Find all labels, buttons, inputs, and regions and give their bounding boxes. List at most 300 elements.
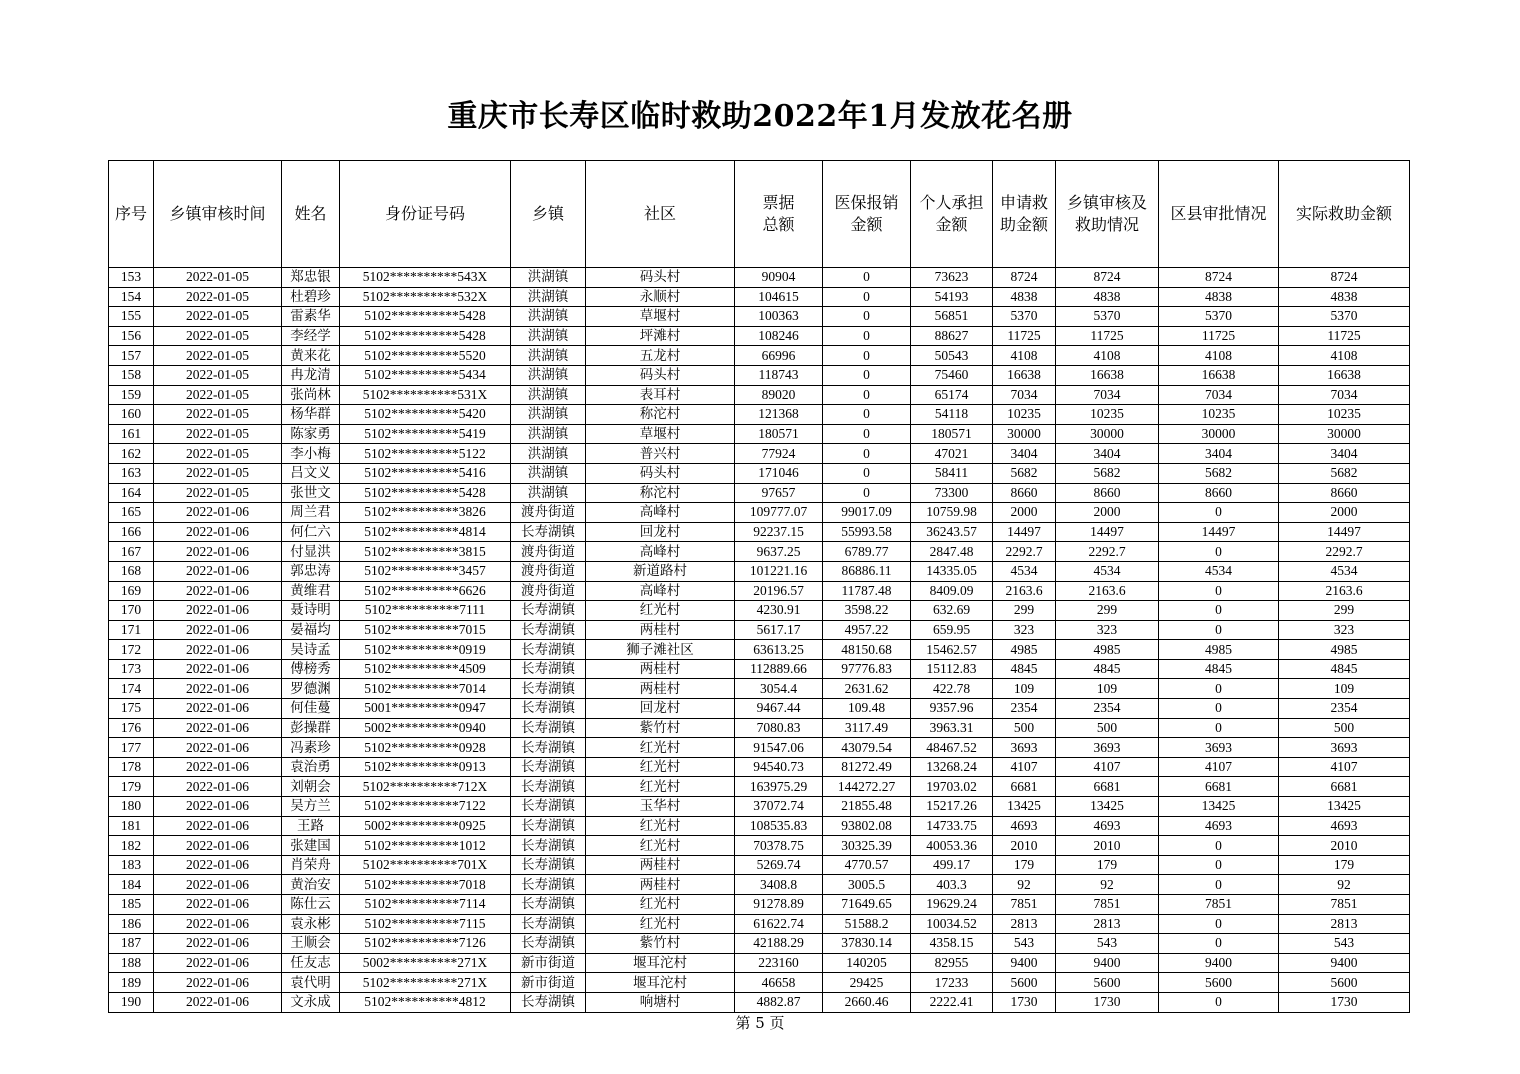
table-cell: 0 xyxy=(1159,914,1279,934)
table-cell: 20196.57 xyxy=(735,581,823,601)
table-cell: 19703.02 xyxy=(911,777,993,797)
table-cell: 4957.22 xyxy=(823,620,911,640)
table-cell: 9400 xyxy=(993,953,1056,973)
table-cell: 高峰村 xyxy=(586,503,735,523)
table-cell: 42188.29 xyxy=(735,934,823,954)
table-cell: 长寿湖镇 xyxy=(511,875,586,895)
table-cell: 5102**********5420 xyxy=(340,405,511,425)
table-cell: 周兰君 xyxy=(282,503,340,523)
table-cell: 陈家勇 xyxy=(282,424,340,444)
table-cell: 0 xyxy=(823,424,911,444)
table-cell: 2022-01-05 xyxy=(154,385,282,405)
table-cell: 1730 xyxy=(1279,992,1410,1012)
table-cell: 新市街道 xyxy=(511,953,586,973)
table-cell: 71649.65 xyxy=(823,895,911,915)
table-cell: 2022-01-06 xyxy=(154,816,282,836)
table-cell: 长寿湖镇 xyxy=(511,601,586,621)
table-cell: 5102**********5428 xyxy=(340,326,511,346)
table-cell: 洪湖镇 xyxy=(511,463,586,483)
table-cell: 2022-01-06 xyxy=(154,953,282,973)
table-cell: 5001**********0947 xyxy=(340,699,511,719)
table-cell: 140205 xyxy=(823,953,911,973)
column-header: 姓名 xyxy=(282,161,340,268)
table-cell: 10759.98 xyxy=(911,503,993,523)
table-cell: 8660 xyxy=(993,483,1056,503)
table-cell: 5102**********0919 xyxy=(340,640,511,660)
table-cell: 2163.6 xyxy=(993,581,1056,601)
column-header: 乡镇审核及 救助情况 xyxy=(1056,161,1159,268)
table-cell: 2022-01-05 xyxy=(154,346,282,366)
table-cell: 13425 xyxy=(1159,797,1279,817)
table-row xyxy=(109,855,1410,875)
table-cell: 红光村 xyxy=(586,757,735,777)
table-cell: 黄维君 xyxy=(282,581,340,601)
table-cell: 5102**********4509 xyxy=(340,659,511,679)
table-cell: 14497 xyxy=(1056,522,1159,542)
table-cell: 长寿湖镇 xyxy=(511,836,586,856)
table-cell: 李经学 xyxy=(282,326,340,346)
table-cell: 93802.08 xyxy=(823,816,911,836)
table-cell: 11787.48 xyxy=(823,581,911,601)
table-cell: 174 xyxy=(109,679,154,699)
table-cell: 新道路村 xyxy=(586,561,735,581)
table-cell: 冉龙清 xyxy=(282,365,340,385)
table-cell: 0 xyxy=(823,483,911,503)
table-cell: 180 xyxy=(109,797,154,817)
table-cell: 4107 xyxy=(1279,757,1410,777)
table-cell: 3404 xyxy=(1056,444,1159,464)
table-cell: 5682 xyxy=(1159,463,1279,483)
table-cell: 5370 xyxy=(1159,307,1279,327)
table-cell: 14497 xyxy=(1279,522,1410,542)
table-cell: 36243.57 xyxy=(911,522,993,542)
table-cell: 91278.89 xyxy=(735,895,823,915)
table-cell: 179 xyxy=(1056,855,1159,875)
table-cell: 73300 xyxy=(911,483,993,503)
table-cell: 罗德渊 xyxy=(282,679,340,699)
table-cell: 403.3 xyxy=(911,875,993,895)
table-row xyxy=(109,424,1410,444)
table-cell: 何仁六 xyxy=(282,522,340,542)
table-cell: 0 xyxy=(823,307,911,327)
table-cell: 5102**********271X xyxy=(340,973,511,993)
table-cell: 长寿湖镇 xyxy=(511,855,586,875)
table-cell: 长寿湖镇 xyxy=(511,620,586,640)
table-cell: 码头村 xyxy=(586,268,735,288)
table-cell: 543 xyxy=(993,934,1056,954)
table-cell: 4693 xyxy=(1279,816,1410,836)
table-cell: 傅榜秀 xyxy=(282,659,340,679)
table-cell: 晏福均 xyxy=(282,620,340,640)
table-row xyxy=(109,365,1410,385)
table-cell: 4358.15 xyxy=(911,934,993,954)
table-cell: 2022-01-05 xyxy=(154,405,282,425)
table-cell: 4108 xyxy=(993,346,1056,366)
table-cell: 长寿湖镇 xyxy=(511,659,586,679)
table-cell: 43079.54 xyxy=(823,738,911,758)
column-header: 医保报销 金额 xyxy=(823,161,911,268)
table-cell: 玉华村 xyxy=(586,797,735,817)
table-cell: 洪湖镇 xyxy=(511,346,586,366)
table-cell: 0 xyxy=(1159,620,1279,640)
table-cell: 3005.5 xyxy=(823,875,911,895)
table-cell: 172 xyxy=(109,640,154,660)
table-cell: 3117.49 xyxy=(823,718,911,738)
table-cell: 4845 xyxy=(1056,659,1159,679)
table-cell: 坪滩村 xyxy=(586,326,735,346)
table-cell: 632.69 xyxy=(911,601,993,621)
table-cell: 洪湖镇 xyxy=(511,365,586,385)
table-cell: 66996 xyxy=(735,346,823,366)
table-cell: 54193 xyxy=(911,287,993,307)
table-cell: 154 xyxy=(109,287,154,307)
table-cell: 7034 xyxy=(1279,385,1410,405)
table-cell: 王路 xyxy=(282,816,340,836)
table-cell: 5102**********0913 xyxy=(340,757,511,777)
table-cell: 162 xyxy=(109,444,154,464)
table-cell: 长寿湖镇 xyxy=(511,914,586,934)
table-cell: 袁永彬 xyxy=(282,914,340,934)
table-cell: 7034 xyxy=(1056,385,1159,405)
table-cell: 渡舟街道 xyxy=(511,581,586,601)
table-cell: 2022-01-05 xyxy=(154,483,282,503)
table-cell: 37830.14 xyxy=(823,934,911,954)
table-cell: 5102**********7111 xyxy=(340,601,511,621)
column-header: 序号 xyxy=(109,161,154,268)
table-cell: 109777.07 xyxy=(735,503,823,523)
table-cell: 10235 xyxy=(1056,405,1159,425)
table-cell: 109 xyxy=(1056,679,1159,699)
table-cell: 5102**********7126 xyxy=(340,934,511,954)
table-cell: 422.78 xyxy=(911,679,993,699)
table-cell: 14497 xyxy=(1159,522,1279,542)
table-cell: 4108 xyxy=(1279,346,1410,366)
column-header: 乡镇审核时间 xyxy=(154,161,282,268)
table-cell: 两桂村 xyxy=(586,679,735,699)
table-cell: 2000 xyxy=(1279,503,1410,523)
table-cell: 164 xyxy=(109,483,154,503)
table-cell: 8660 xyxy=(1279,483,1410,503)
table-cell: 5617.17 xyxy=(735,620,823,640)
table-cell: 0 xyxy=(823,405,911,425)
table-cell: 长寿湖镇 xyxy=(511,522,586,542)
table-cell: 181 xyxy=(109,816,154,836)
table-cell: 82955 xyxy=(911,953,993,973)
table-cell: 长寿湖镇 xyxy=(511,797,586,817)
table-cell: 499.17 xyxy=(911,855,993,875)
table-cell: 56851 xyxy=(911,307,993,327)
table-cell: 5102**********7115 xyxy=(340,914,511,934)
table-cell: 紫竹村 xyxy=(586,934,735,954)
table-cell: 188 xyxy=(109,953,154,973)
table-cell: 2022-01-06 xyxy=(154,934,282,954)
table-cell: 王顺会 xyxy=(282,934,340,954)
table-row xyxy=(109,797,1410,817)
table-cell: 2022-01-05 xyxy=(154,326,282,346)
table-cell: 104615 xyxy=(735,287,823,307)
table-cell: 红光村 xyxy=(586,738,735,758)
table-row xyxy=(109,503,1410,523)
table-row xyxy=(109,973,1410,993)
table-row xyxy=(109,738,1410,758)
table-cell: 10235 xyxy=(1159,405,1279,425)
table-cell: 92 xyxy=(993,875,1056,895)
table-cell: 黄来花 xyxy=(282,346,340,366)
table-cell: 659.95 xyxy=(911,620,993,640)
table-cell: 156 xyxy=(109,326,154,346)
table-cell: 0 xyxy=(823,346,911,366)
table-cell: 11725 xyxy=(1159,326,1279,346)
column-header: 社区 xyxy=(586,161,735,268)
table-cell: 洪湖镇 xyxy=(511,385,586,405)
table-cell: 171 xyxy=(109,620,154,640)
table-cell: 30000 xyxy=(993,424,1056,444)
table-row xyxy=(109,718,1410,738)
table-cell: 2022-01-06 xyxy=(154,992,282,1012)
table-cell: 170 xyxy=(109,601,154,621)
table-cell: 108246 xyxy=(735,326,823,346)
table-cell: 0 xyxy=(1159,601,1279,621)
table-cell: 红光村 xyxy=(586,914,735,934)
table-cell: 新市街道 xyxy=(511,973,586,993)
table-cell: 158 xyxy=(109,365,154,385)
table-cell: 两桂村 xyxy=(586,620,735,640)
table-cell: 黄治安 xyxy=(282,875,340,895)
table-cell: 176 xyxy=(109,718,154,738)
table-cell: 2000 xyxy=(1056,503,1159,523)
table-cell: 500 xyxy=(1056,718,1159,738)
table-row xyxy=(109,953,1410,973)
table-cell: 4107 xyxy=(1159,757,1279,777)
table-cell: 543 xyxy=(1279,934,1410,954)
table-cell: 0 xyxy=(1159,934,1279,954)
table-cell: 187 xyxy=(109,934,154,954)
table-cell: 54118 xyxy=(911,405,993,425)
table-cell: 185 xyxy=(109,895,154,915)
table-cell: 7851 xyxy=(1159,895,1279,915)
table-cell: 8724 xyxy=(993,268,1056,288)
table-cell: 码头村 xyxy=(586,463,735,483)
table-cell: 4534 xyxy=(1279,561,1410,581)
table-cell: 223160 xyxy=(735,953,823,973)
table-cell: 159 xyxy=(109,385,154,405)
table-cell: 称沱村 xyxy=(586,405,735,425)
table-cell: 184 xyxy=(109,875,154,895)
table-cell: 洪湖镇 xyxy=(511,326,586,346)
table-cell: 洪湖镇 xyxy=(511,287,586,307)
table-cell: 3693 xyxy=(1159,738,1279,758)
table-cell: 30000 xyxy=(1279,424,1410,444)
table-cell: 15462.57 xyxy=(911,640,993,660)
table-row xyxy=(109,914,1410,934)
table-cell: 2354 xyxy=(1056,699,1159,719)
table-cell: 冯素珍 xyxy=(282,738,340,758)
table-cell: 4534 xyxy=(1056,561,1159,581)
table-cell: 2022-01-06 xyxy=(154,895,282,915)
table-cell: 2010 xyxy=(993,836,1056,856)
table-cell: 堰耳沱村 xyxy=(586,953,735,973)
document-title: 重庆市长寿区临时救助2022年1月发放花名册 xyxy=(447,99,1073,134)
table-cell: 8724 xyxy=(1056,268,1159,288)
table-cell: 响塘村 xyxy=(586,992,735,1012)
table-cell: 长寿湖镇 xyxy=(511,757,586,777)
table-cell: 4985 xyxy=(1279,640,1410,660)
table-cell: 89020 xyxy=(735,385,823,405)
table-cell: 15112.83 xyxy=(911,659,993,679)
table-cell: 1730 xyxy=(993,992,1056,1012)
table-cell: 0 xyxy=(823,444,911,464)
table-cell: 渡舟街道 xyxy=(511,561,586,581)
table-row xyxy=(109,875,1410,895)
table-row xyxy=(109,934,1410,954)
table-cell: 彭操群 xyxy=(282,718,340,738)
table-cell: 0 xyxy=(1159,875,1279,895)
table-cell: 169 xyxy=(109,581,154,601)
table-cell: 5600 xyxy=(1159,973,1279,993)
table-cell: 7034 xyxy=(993,385,1056,405)
table-row xyxy=(109,699,1410,719)
table-cell: 7034 xyxy=(1159,385,1279,405)
table-cell: 长寿湖镇 xyxy=(511,679,586,699)
table-cell: 堰耳沱村 xyxy=(586,973,735,993)
table-cell: 普兴村 xyxy=(586,444,735,464)
column-header: 身份证号码 xyxy=(340,161,511,268)
table-cell: 洪湖镇 xyxy=(511,444,586,464)
table-cell: 2022-01-06 xyxy=(154,914,282,934)
table-cell: 6681 xyxy=(1159,777,1279,797)
table-cell: 11725 xyxy=(1056,326,1159,346)
table-cell: 171046 xyxy=(735,463,823,483)
table-cell: 109 xyxy=(993,679,1056,699)
table-cell: 155 xyxy=(109,307,154,327)
table-cell: 3404 xyxy=(1279,444,1410,464)
table-cell: 4845 xyxy=(1279,659,1410,679)
table-cell: 2022-01-06 xyxy=(154,620,282,640)
table-row xyxy=(109,816,1410,836)
table-cell: 37072.74 xyxy=(735,797,823,817)
table-cell: 何佳蔓 xyxy=(282,699,340,719)
table-cell: 渡舟街道 xyxy=(511,542,586,562)
table-cell: 6681 xyxy=(1056,777,1159,797)
table-cell: 2022-01-06 xyxy=(154,581,282,601)
table-cell: 文永成 xyxy=(282,992,340,1012)
table-cell: 2631.62 xyxy=(823,679,911,699)
table-cell: 2022-01-06 xyxy=(154,659,282,679)
table-cell: 5102**********3815 xyxy=(340,542,511,562)
table-cell: 9637.25 xyxy=(735,542,823,562)
table-cell: 5102**********1012 xyxy=(340,836,511,856)
table-cell: 刘朝会 xyxy=(282,777,340,797)
table-cell: 13268.24 xyxy=(911,757,993,777)
table-cell: 0 xyxy=(1159,855,1279,875)
table-cell: 0 xyxy=(823,365,911,385)
table-cell: 112889.66 xyxy=(735,659,823,679)
table-cell: 500 xyxy=(1279,718,1410,738)
table-cell: 4838 xyxy=(993,287,1056,307)
table-row xyxy=(109,522,1410,542)
table-cell: 2022-01-06 xyxy=(154,738,282,758)
table-cell: 红光村 xyxy=(586,816,735,836)
table-cell: 5102**********7014 xyxy=(340,679,511,699)
table-cell: 5102**********7015 xyxy=(340,620,511,640)
table-cell: 92 xyxy=(1056,875,1159,895)
table-cell: 洪湖镇 xyxy=(511,405,586,425)
table-cell: 73623 xyxy=(911,268,993,288)
table-cell: 2022-01-06 xyxy=(154,679,282,699)
table-cell: 5102**********5428 xyxy=(340,307,511,327)
table-row xyxy=(109,483,1410,503)
table-cell: 5102**********5520 xyxy=(340,346,511,366)
table-cell: 182 xyxy=(109,836,154,856)
table-cell: 2022-01-05 xyxy=(154,365,282,385)
table-cell: 144272.27 xyxy=(823,777,911,797)
table-cell: 2022-01-06 xyxy=(154,836,282,856)
table-cell: 40053.36 xyxy=(911,836,993,856)
table-cell: 21855.48 xyxy=(823,797,911,817)
table-cell: 163975.29 xyxy=(735,777,823,797)
table-cell: 0 xyxy=(1159,699,1279,719)
column-header: 乡镇 xyxy=(511,161,586,268)
table-cell: 长寿湖镇 xyxy=(511,699,586,719)
table-cell: 75460 xyxy=(911,365,993,385)
table-row xyxy=(109,679,1410,699)
table-cell: 2022-01-06 xyxy=(154,640,282,660)
table-cell: 5102**********6626 xyxy=(340,581,511,601)
table-row xyxy=(109,757,1410,777)
table-cell: 3404 xyxy=(1159,444,1279,464)
table-cell: 14733.75 xyxy=(911,816,993,836)
table-cell: 153 xyxy=(109,268,154,288)
table-cell: 30000 xyxy=(1159,424,1279,444)
table-cell: 299 xyxy=(1056,601,1159,621)
table-cell: 5370 xyxy=(1056,307,1159,327)
table-cell: 10034.52 xyxy=(911,914,993,934)
column-header: 区县审批情况 xyxy=(1159,161,1279,268)
table-cell: 179 xyxy=(109,777,154,797)
table-cell: 19629.24 xyxy=(911,895,993,915)
table-row xyxy=(109,463,1410,483)
table-cell: 2022-01-06 xyxy=(154,875,282,895)
table-cell: 5600 xyxy=(1056,973,1159,993)
table-cell: 5102**********5434 xyxy=(340,365,511,385)
table-cell: 6789.77 xyxy=(823,542,911,562)
table-cell: 50543 xyxy=(911,346,993,366)
table-cell: 167 xyxy=(109,542,154,562)
table-cell: 161 xyxy=(109,424,154,444)
table-cell: 2292.7 xyxy=(1279,542,1410,562)
table-cell: 4230.91 xyxy=(735,601,823,621)
table-cell: 16638 xyxy=(1159,365,1279,385)
table-cell: 雷素华 xyxy=(282,307,340,327)
table-cell: 称沱村 xyxy=(586,483,735,503)
table-cell: 聂诗明 xyxy=(282,601,340,621)
table-cell: 两桂村 xyxy=(586,659,735,679)
table-cell: 5600 xyxy=(1279,973,1410,993)
table-cell: 2022-01-05 xyxy=(154,307,282,327)
table-cell: 5682 xyxy=(1279,463,1410,483)
table-cell: 2022-01-06 xyxy=(154,503,282,523)
table-cell: 177 xyxy=(109,738,154,758)
column-header: 申请救 助金额 xyxy=(993,161,1056,268)
table-cell: 186 xyxy=(109,914,154,934)
table-row xyxy=(109,268,1410,288)
table-cell: 94540.73 xyxy=(735,757,823,777)
table-cell: 0 xyxy=(1159,992,1279,1012)
table-cell: 178 xyxy=(109,757,154,777)
table-cell: 180571 xyxy=(911,424,993,444)
table-cell: 299 xyxy=(993,601,1056,621)
table-cell: 张建国 xyxy=(282,836,340,856)
